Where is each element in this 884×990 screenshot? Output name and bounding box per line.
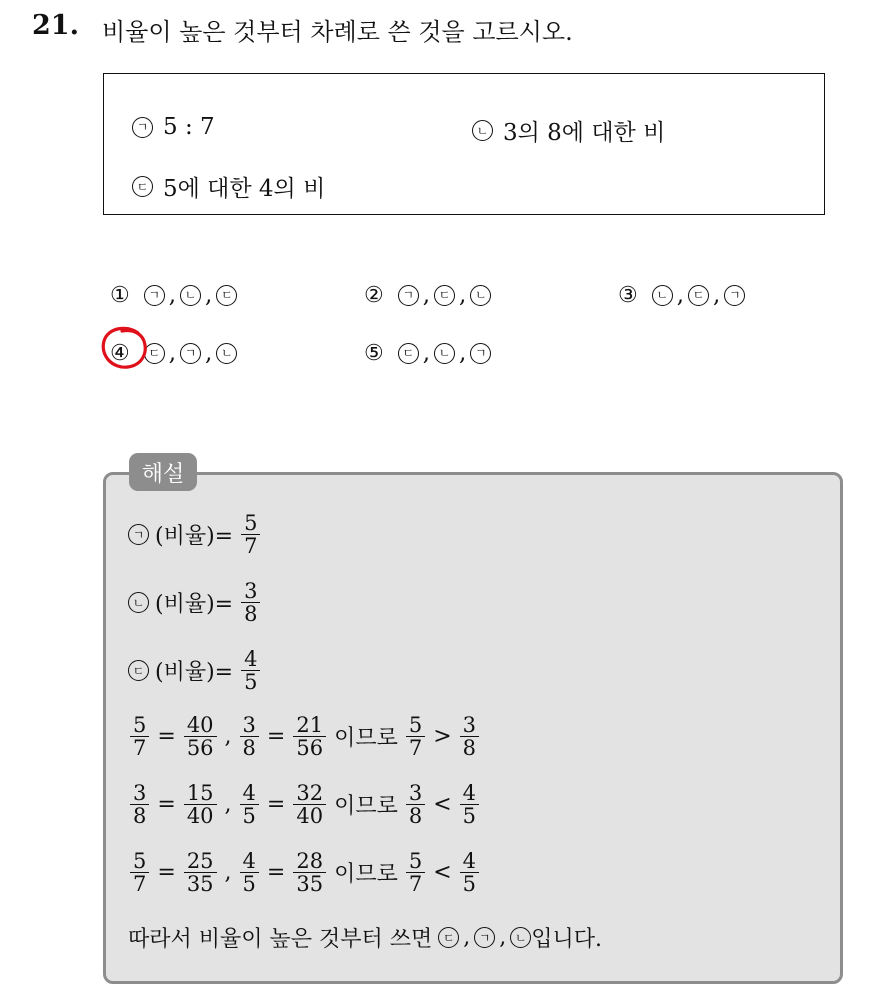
- marker-icon: ㄴ: [470, 285, 491, 306]
- fraction: $\frac{4}{5}$: [241, 648, 260, 693]
- marker-icon: ㄱ: [398, 285, 419, 306]
- fraction: $\frac{5}{7}$: [130, 850, 149, 895]
- fraction: $\frac{15}{40}$: [184, 782, 217, 827]
- connector-text: 이므로: [334, 794, 398, 820]
- given-box: [103, 73, 825, 215]
- fraction: $\frac{40}{56}$: [184, 714, 217, 759]
- conclusion-prefix: 따라서 비율이 높은 것부터 쓰면: [128, 927, 433, 952]
- choice-number: ⑤: [364, 340, 384, 366]
- fraction: $\frac{5}{7}$: [130, 714, 149, 759]
- fraction: $\frac{3}{8}$: [241, 580, 260, 625]
- fraction: $\frac{21}{56}$: [293, 714, 326, 759]
- fraction: $\frac{4}{5}$: [460, 850, 479, 895]
- fraction: $\frac{4}{5}$: [460, 782, 479, 827]
- marker-icon: ㄱ: [470, 343, 491, 364]
- fraction: $\frac{3}{8}$: [130, 782, 149, 827]
- marker-icon: ㄷ: [434, 285, 455, 306]
- marker-icon: ㄴ: [216, 343, 237, 364]
- marker-icon: ㄷ: [398, 343, 419, 364]
- choice-order: ㄱ , ㄴ , ㄷ: [144, 282, 238, 308]
- fraction: $\frac{28}{35}$: [293, 850, 326, 895]
- choice-1[interactable]: [110, 282, 237, 308]
- answer-circle-icon: [98, 323, 152, 373]
- solution-line-b: [128, 580, 262, 625]
- marker-giyeok-icon: ㄱ: [128, 524, 149, 545]
- equals-sign: =: [157, 860, 176, 886]
- choice-order: ㄱ , ㄷ , ㄴ: [398, 282, 492, 308]
- marker-icon: ㄴ: [652, 285, 673, 306]
- comparison-operator: <: [433, 860, 452, 886]
- question-number: 21.: [32, 10, 79, 41]
- choice-number: ④: [110, 340, 130, 366]
- choice-number: ②: [364, 282, 384, 308]
- fraction: $\frac{5}{7}$: [406, 714, 425, 759]
- equals-sign: =: [266, 860, 286, 886]
- solution-tab: 해설: [129, 453, 197, 491]
- conclusion-order: ㄷ , ㄱ , ㄴ: [438, 925, 531, 950]
- comparison-line-2: $\frac{3}{8}$ = $\frac{15}{40}$ , $\frac{4}{5}$ = $\frac{32}{40}$ 이므로 $\frac{3}{8}$ < $\frac{4}{5}$: [128, 782, 481, 827]
- ratio-label: (비율)=: [155, 524, 234, 550]
- given-item-c: [132, 170, 325, 203]
- equals-sign: =: [157, 792, 176, 818]
- fraction: $\frac{3}{8}$: [406, 782, 425, 827]
- solution-line-c: [128, 648, 262, 693]
- marker-icon: ㄱ: [474, 927, 495, 948]
- marker-icon: ㄷ: [144, 343, 165, 364]
- fraction: $\frac{3}{8}$: [460, 714, 479, 759]
- given-c-text: 5에 대한 4의 비: [163, 176, 326, 202]
- given-b-text: 3의 8에 대한 비: [503, 120, 666, 146]
- comparison-operator: >: [433, 724, 452, 750]
- choice-order: ㄴ , ㄷ , ㄱ: [652, 282, 746, 308]
- connector-text: 이므로: [334, 726, 398, 752]
- fraction: $\frac{4}{5}$: [240, 850, 259, 895]
- choice-order: ㄷ , ㄴ , ㄱ: [398, 340, 492, 366]
- comparison-line-3: $\frac{5}{7}$ = $\frac{25}{35}$ , $\frac{4}{5}$ = $\frac{28}{35}$ 이므로 $\frac{5}{7}$ < $\frac{4}{5}$: [128, 850, 481, 895]
- marker-icon: ㄷ: [688, 285, 709, 306]
- marker-icon: ㄷ: [438, 927, 459, 948]
- given-item-b: [472, 114, 665, 147]
- marker-digeut-icon: ㄷ: [128, 660, 149, 681]
- marker-digeut-icon: ㄷ: [132, 176, 153, 197]
- fraction: $\frac{3}{8}$: [240, 714, 259, 759]
- conclusion-suffix: 입니다.: [531, 927, 602, 952]
- marker-giyeok-icon: ㄱ: [132, 117, 153, 138]
- conclusion-line: [128, 922, 602, 953]
- ratio-label: (비율)=: [155, 660, 234, 686]
- choice-number: ①: [110, 282, 130, 308]
- fraction: $\frac{4}{5}$: [240, 782, 259, 827]
- marker-icon: ㄴ: [180, 285, 201, 306]
- fraction: $\frac{25}{35}$: [184, 850, 217, 895]
- equals-sign: =: [266, 724, 286, 750]
- marker-icon: ㄱ: [180, 343, 201, 364]
- marker-nieun-icon: ㄴ: [472, 120, 493, 141]
- choice-order: ㄷ , ㄱ , ㄴ: [144, 340, 238, 366]
- choice-3[interactable]: [618, 282, 745, 308]
- marker-icon: ㄷ: [216, 285, 237, 306]
- marker-icon: ㄱ: [724, 285, 745, 306]
- choice-5[interactable]: [364, 340, 491, 366]
- connector-text: 이므로: [334, 862, 398, 888]
- marker-icon: ㄴ: [510, 927, 531, 948]
- equals-sign: =: [157, 724, 176, 750]
- ratio-label: (비율)=: [155, 592, 234, 618]
- fraction: $\frac{5}{7}$: [241, 512, 260, 557]
- comparison-operator: <: [433, 792, 452, 818]
- marker-icon: ㄱ: [144, 285, 165, 306]
- equals-sign: =: [266, 792, 286, 818]
- choice-2[interactable]: [364, 282, 491, 308]
- fraction: $\frac{5}{7}$: [406, 850, 425, 895]
- marker-icon: ㄴ: [434, 343, 455, 364]
- given-item-a: [132, 114, 215, 140]
- given-a-text: 5 : 7: [163, 114, 215, 140]
- comparison-line-1: $\frac{5}{7}$ = $\frac{40}{56}$ , $\frac{3}{8}$ = $\frac{21}{56}$ 이므로 $\frac{5}{7}$ > $\frac{3}{8}$: [128, 714, 481, 759]
- choice-number: ③: [618, 282, 638, 308]
- marker-nieun-icon: ㄴ: [128, 592, 149, 613]
- question-text: 비율이 높은 것부터 차례로 쓴 것을 고르시오.: [102, 18, 573, 46]
- fraction: $\frac{32}{40}$: [293, 782, 326, 827]
- solution-line-a: [128, 512, 262, 557]
